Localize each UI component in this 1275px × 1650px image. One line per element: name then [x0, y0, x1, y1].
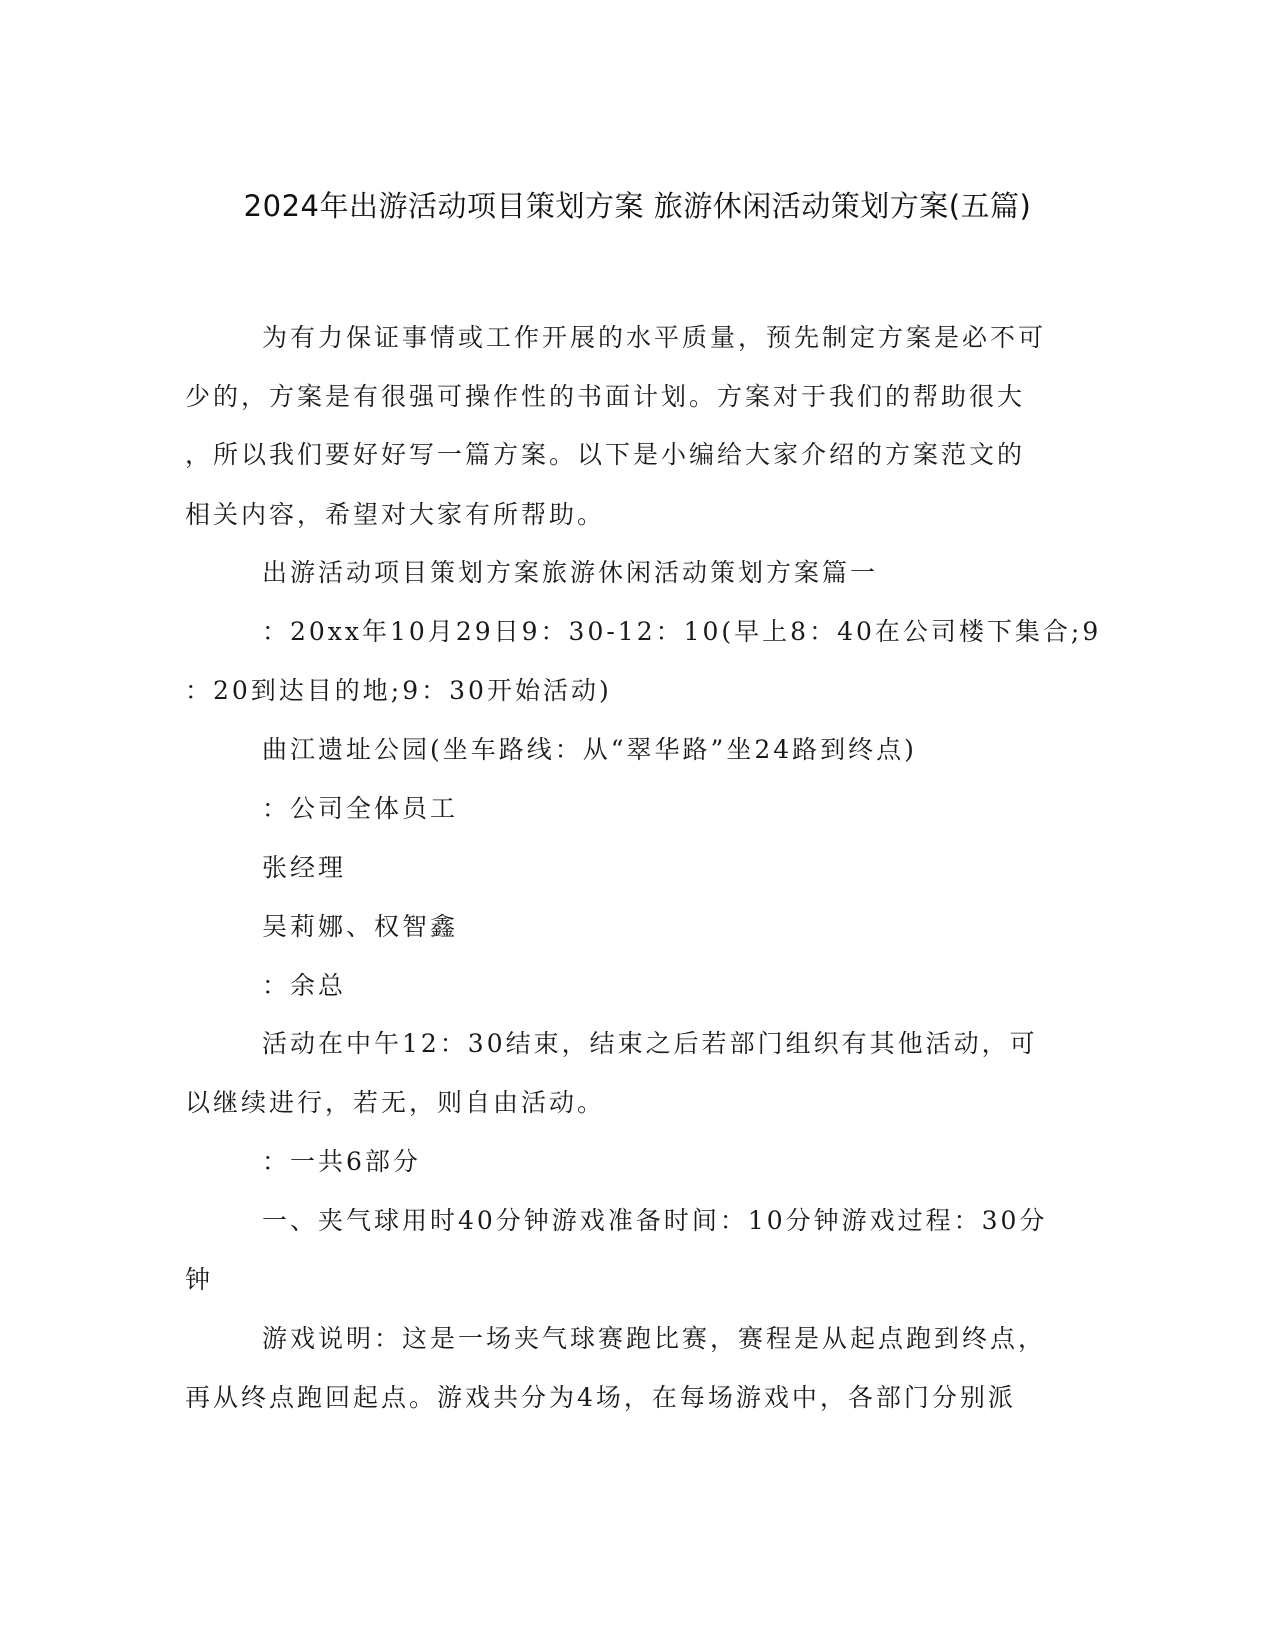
paragraph-line: 曲江遗址公园(坐车路线：从“翠华路”坐24路到终点): [262, 735, 917, 764]
document-title: 2024年出游活动项目策划方案 旅游休闲活动策划方案(五篇): [243, 189, 1032, 223]
paragraph-line: 一、夹气球用时40分钟游戏准备时间：10分钟游戏过程：30分: [262, 1206, 1048, 1235]
section-heading: 出游活动项目策划方案旅游休闲活动策划方案篇一: [262, 558, 879, 587]
paragraph-line: 以继续进行，若无，则自由活动。: [185, 1088, 606, 1117]
paragraph-line: 张经理: [262, 853, 347, 882]
paragraph-line: ，所以我们要好好写一篇方案。以下是小编给大家介绍的方案范文的: [185, 440, 1026, 469]
paragraph-line: 少的，方案是有很强可操作性的书面计划。方案对于我们的帮助很大: [185, 382, 1026, 411]
paragraph-line: 钟: [185, 1265, 214, 1294]
paragraph-line: 为有力保证事情或工作开展的水平质量，预先制定方案是必不可: [262, 323, 1047, 352]
paragraph-line: ：一共6部分: [262, 1147, 421, 1176]
paragraph-line: 游戏说明：这是一场夹气球赛跑比赛，赛程是从起点跑到终点，: [262, 1324, 1047, 1353]
paragraph-line: ：20xx年10月29日9：30-12：10(早上8：40在公司楼下集合;9: [262, 617, 1102, 646]
paragraph-line: 活动在中午12：30结束，结束之后若部门组织有其他活动，可: [262, 1029, 1038, 1058]
paragraph-line: 吴莉娜、权智鑫: [262, 912, 459, 941]
paragraph-line: 相关内容，希望对大家有所帮助。: [185, 500, 606, 529]
paragraph-line: ：余总: [262, 971, 347, 1000]
paragraph-line: ：公司全体员工: [262, 794, 459, 823]
paragraph-line: 再从终点跑回起点。游戏共分为4场，在每场游戏中，各部门分别派: [185, 1383, 1016, 1412]
paragraph-line: ：20到达目的地;9：30开始活动): [185, 676, 612, 705]
